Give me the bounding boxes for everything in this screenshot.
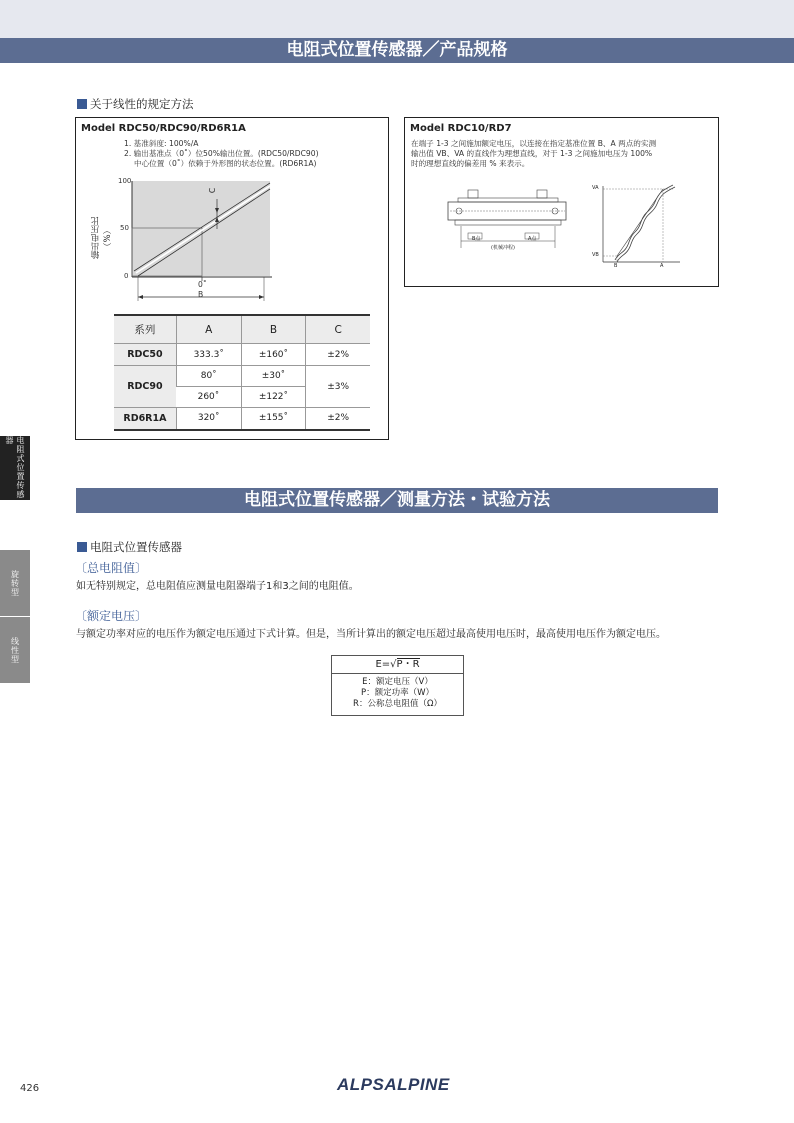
header-c: C [306,315,370,344]
measured-curve [615,185,673,260]
linearity-chart [76,173,388,303]
legend-e: E：额定电压（V） [362,677,433,687]
note-1: 1. 基准斜度: 100%/A [124,139,199,148]
side-tab-rotary[interactable]: 旋转型 [0,550,30,616]
page-title: 电阻式位置传感器／产品规格 [0,38,794,63]
legend-p: P：额定功率（W） [360,688,435,698]
table-row [114,408,370,430]
text-rated-voltage: 与额定功率对应的电压作为额定电压通过下式计算。但是，当所计算出的额定电压超过最高使用电压时，最高使用电压作为额定电压。 [76,629,666,640]
note-2: 2. 输出基准点（0˚）位50%输出位置。(RDC50/RDC90) [124,149,319,158]
arrow-right-icon [259,295,264,299]
side-tab-linear[interactable]: 线性型 [0,617,30,683]
model-rdc10-box [404,117,719,287]
section-heading-sensor: 电阻式位置传感器 [77,539,182,555]
desc-line-1: 在端子 1-3 之间施加额定电压，以连接在指定基准位置 B、A 两点的实测 [411,139,657,148]
table-row [114,366,370,387]
header-series: 系列 [114,315,176,344]
page-number: 426 [20,1083,40,1094]
cell-b: ±30˚ [241,366,306,387]
subheading-rated-voltage: 〔额定电压〕 [75,609,148,623]
square-bullet-icon [77,542,87,552]
cell-c: ±3% [306,366,370,408]
subheading-total-resistance: 〔总电阻值〕 [75,561,148,575]
cell-a: 260˚ [176,387,241,408]
label-c: C [208,187,218,194]
knob-right [537,190,547,198]
square-bullet-icon [77,99,87,109]
label-b-point: B点 [472,236,481,242]
axis-label-b: B [614,263,618,269]
y-tick-100: 100 [118,177,132,185]
cell-b: ±160˚ [241,344,306,366]
y-tick-0: 0 [124,272,129,280]
label-stroke: (机械冲程) [491,245,515,251]
label-a-point: A点 [528,236,537,242]
label-va: VA [592,185,599,191]
rdc10-diagram [405,176,718,276]
spec-table [114,314,370,431]
label-b: B [198,290,204,299]
alpsalpine-logo: ALPSALPINE [337,1075,450,1094]
label-vb: VB [592,252,599,258]
formula-box [331,655,464,716]
axis-label-a: A [660,263,664,269]
note-3: 中心位置（0˚）依赖于外形图的状态位置。(RD6R1A) [134,159,317,168]
arrow-left-icon [138,295,143,299]
row-series: RDC50 [114,344,176,366]
measured-curve-2 [617,187,675,262]
slider-base [455,220,561,225]
table-header-row [114,315,370,344]
cell-a: 320˚ [176,408,241,430]
y-tick-50: 50 [120,224,129,232]
section-title-measurement: 电阻式位置传感器／测量方法・试验方法 [76,488,718,513]
text-total-resistance: 如无特别规定，总电阻值应测量电阻器端子1和3之间的电阻值。 [76,581,359,592]
cell-a: 333.3˚ [176,344,241,366]
cell-c: ±2% [306,408,370,430]
knob-left [468,190,478,198]
y-axis-label: 输出电压比（%） [91,216,113,260]
cell-b: ±122˚ [241,387,306,408]
cell-b: ±155˚ [241,408,306,430]
table-row [114,344,370,366]
slider-rail [458,198,558,202]
formula-legend [332,674,463,710]
box-title: Model RDC50/RDC90/RD6R1A [81,123,246,134]
header-a: A [176,315,241,344]
cell-c: ±2% [306,344,370,366]
cell-a: 80˚ [176,366,241,387]
model-rdc50-box [75,117,389,440]
section-heading-linearity: 关于线性的规定方法 [77,96,194,112]
formula-equation: E=√P・R [332,656,463,674]
row-series: RD6R1A [114,408,176,430]
desc-line-3: 时的理想直线的偏差用 % 来表示。 [411,159,530,168]
header-b: B [241,315,306,344]
label-zero: 0˚ [198,280,207,289]
row-series: RDC90 [114,366,176,408]
legend-r: R：公称总电阻值（Ω） [353,699,442,709]
side-tab-sensor[interactable]: 电阻式位置传感器 [0,436,30,500]
top-strip [0,0,794,38]
desc-line-2: 输出值 VB、VA 的直线作为理想直线，对于 1-3 之间施加电压为 100% [411,149,653,158]
box-title: Model RDC10/RD7 [410,123,512,134]
